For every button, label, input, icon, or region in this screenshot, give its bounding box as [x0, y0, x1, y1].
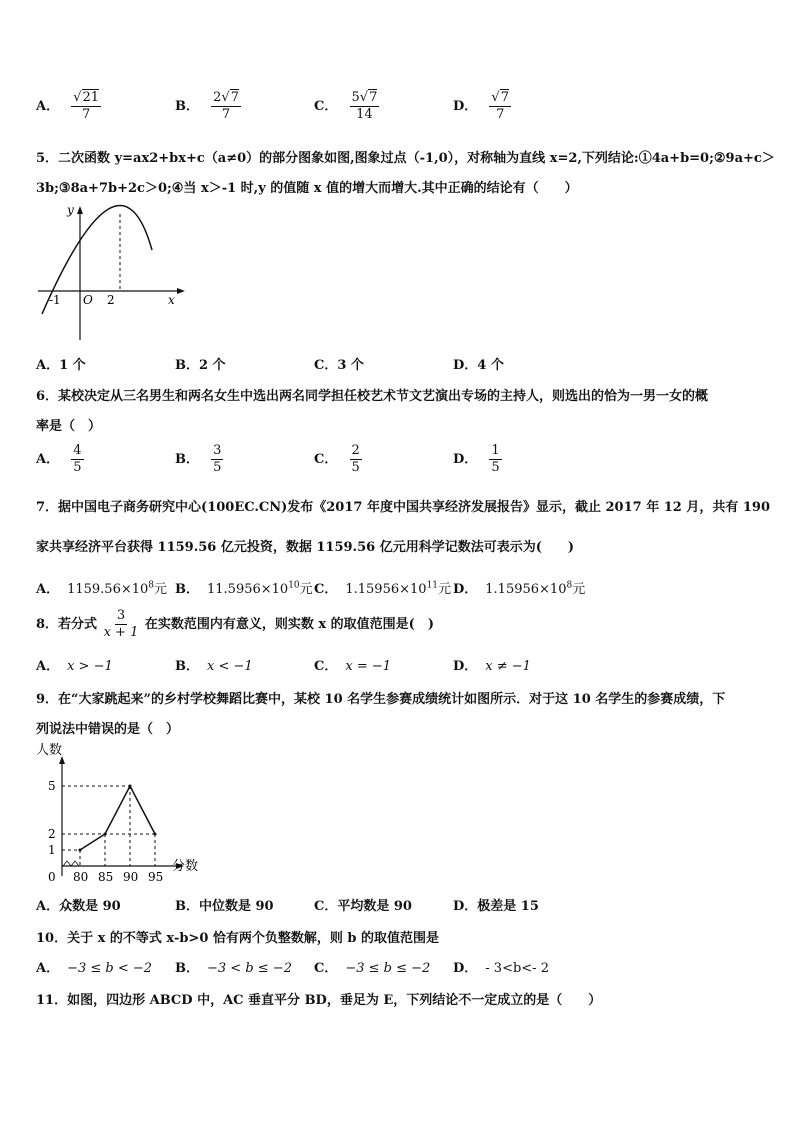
q8-stem: 8．若分式 $\frac{3}{x + 1}$ 在实数范围内有意义，则实数 x 的取值范围是( ) [36, 608, 434, 640]
q5-stem-line2: 3b;③8a+7b+2c＞0;④当 x＞-1 时,y 的值随 x 值的增大而增大.其中正确的结论有（ ） [36, 181, 578, 196]
q6-stem-line2: 率是（ ） [36, 419, 102, 434]
option-key: A． [36, 452, 60, 467]
q5-stem-line1: 5．二次函数 y=ax2+bx+c（a≠0）的部分图象如图,图象过点（-1,0），对称轴为直线 x=2,下列结论:①4a+b=0;②9a+c＞ [36, 151, 775, 166]
q6-option-d[interactable] [453, 443, 502, 476]
q4-option-d[interactable] [453, 90, 511, 123]
option-fraction: $\frac{√21}{7}$ [73, 90, 100, 122]
y-axis-label: y [67, 203, 74, 217]
q9-option-d[interactable]: D．极差是 15 [453, 899, 539, 914]
q5-option-c[interactable]: C．3 个 [314, 358, 364, 373]
q7-option-a[interactable]: A． $1159.56\times 10^8$元 [36, 580, 168, 597]
x-axis-label: x [168, 293, 175, 307]
tick-label-2: 2 [107, 293, 115, 307]
q5-option-d[interactable]: D．4 个 [453, 358, 504, 373]
q10-option-a[interactable]: A． −3 ≤ b < −2 [36, 961, 153, 976]
option-key: C． [314, 452, 338, 467]
option-key: D． [453, 452, 478, 467]
option-key: C． [314, 582, 338, 597]
y-tick-label: 1 [48, 843, 56, 857]
q4-option-b[interactable] [175, 90, 241, 123]
option-key: B． [175, 582, 199, 597]
y-axis-arrow [77, 206, 83, 214]
origin-label: 0 [48, 870, 56, 884]
option-key: B． [175, 99, 199, 114]
option-key: B． [175, 452, 199, 467]
option-key: A． [36, 961, 60, 976]
q9-stem-line1: 9．在“大家跳起来”的乡村学校舞蹈比赛中，某校 10 名学生参赛成绩统计如图所示．对于这 10 名学生的参赛成绩，下 [36, 692, 726, 707]
q9-option-b[interactable]: B．中位数是 90 [175, 899, 274, 914]
option-key: A． [36, 582, 60, 597]
y-axis-label: 人数 [36, 743, 63, 758]
q4-option-a[interactable] [36, 90, 101, 123]
origin-label: O [83, 293, 93, 307]
q6-option-b[interactable] [175, 443, 223, 476]
option-key: B． [175, 961, 199, 976]
option-fraction: $\frac{2}{5}$ [351, 443, 360, 475]
option-fraction: $\frac{√7}{7}$ [491, 90, 509, 122]
q5-option-a[interactable]: A．1 个 [36, 358, 86, 373]
x-tick-label: 85 [98, 870, 114, 884]
option-key: A． [36, 659, 60, 674]
q10-stem: 10．关于 x 的不等式 x-b>0 恰有两个负整数解，则 b 的取值范围是 [36, 931, 440, 946]
q9-option-a[interactable]: A．众数是 90 [36, 899, 121, 914]
q4-option-c[interactable] [314, 90, 379, 123]
q9-option-c[interactable]: C．平均数是 90 [314, 899, 412, 914]
x-axis-arrow [177, 288, 185, 294]
data-point [129, 785, 132, 788]
option-key: B． [175, 659, 199, 674]
option-fraction: $\frac{5√7}{14}$ [351, 90, 378, 122]
q7-option-c[interactable]: C． $1.15956\times 10^{11}$元 [314, 580, 452, 597]
tick-label-neg1: -1 [49, 293, 61, 307]
y-tick-label: 5 [48, 779, 56, 793]
option-key: C． [314, 99, 338, 114]
q9-stem-line2: 列说法中错误的是（ ） [36, 722, 180, 737]
option-fraction: $\frac{4}{5}$ [73, 443, 82, 475]
q5-parabola-graph [36, 200, 186, 345]
data-point [154, 833, 157, 836]
option-key: D． [453, 659, 478, 674]
axis-break-mark [63, 861, 79, 866]
q8-option-b[interactable]: B． x < −1 [175, 659, 253, 674]
q7-stem-line1: 7．据中国电子商务研究中心(100EC.CN)发布《2017 年度中国共享经济发展报告》显示，截止 2017 年 12 月，共有 190 [36, 500, 771, 515]
data-point [104, 833, 107, 836]
q10-option-d[interactable]: D． - 3<b<- 2 [453, 961, 549, 976]
option-fraction: $\frac{1}{5}$ [491, 443, 500, 475]
option-key: C． [314, 961, 338, 976]
x-axis-label: 分数 [172, 859, 199, 874]
q8-option-d[interactable]: D． x ≠ −1 [453, 659, 531, 674]
q10-option-c[interactable]: C． −3 ≤ b ≤ −2 [314, 961, 431, 976]
x-tick-label: 90 [123, 870, 139, 884]
q8-fraction: $\frac{3}{x + 1}$ [103, 608, 139, 640]
q11-stem: 11．如图，四边形 ABCD 中，AC 垂直平分 BD，垂足为 E，下列结论不一定成立的是（ ） [36, 993, 602, 1008]
option-key: D． [453, 961, 478, 976]
data-point [79, 849, 82, 852]
option-key: C． [314, 659, 338, 674]
q9-line-chart [30, 740, 210, 888]
option-key: D． [453, 99, 478, 114]
q5-option-b[interactable]: B．2 个 [175, 358, 226, 373]
option-fraction: $\frac{2√7}{7}$ [213, 90, 239, 122]
option-key: D． [453, 582, 478, 597]
q6-stem-line1: 6．某校决定从三名男生和两名女生中选出两名同学担任校艺术节文艺演出专场的主持人，则选出的恰为一男一女的概 [36, 389, 709, 404]
q6-option-c[interactable] [314, 443, 362, 476]
series-line [80, 786, 155, 850]
q7-option-d[interactable]: D． $1.15956\times 10^8$元 [453, 580, 586, 597]
x-tick-label: 80 [73, 870, 89, 884]
option-fraction: $\frac{3}{5}$ [213, 443, 222, 475]
q8-option-a[interactable]: A． x > −1 [36, 659, 113, 674]
y-tick-label: 2 [48, 827, 56, 841]
x-tick-label: 95 [148, 870, 164, 884]
option-key: A． [36, 99, 60, 114]
q8-option-c[interactable]: C． x = −1 [314, 659, 392, 674]
q7-option-b[interactable]: B． $11.5956\times 10^{10}$元 [175, 580, 313, 597]
q7-stem-line2: 家共享经济平台获得 1159.56 亿元投资，数据 1159.56 亿元用科学记数法可表示为( ) [36, 540, 575, 555]
q10-option-b[interactable]: B． −3 < b ≤ −2 [175, 961, 292, 976]
q6-option-a[interactable] [36, 443, 84, 476]
